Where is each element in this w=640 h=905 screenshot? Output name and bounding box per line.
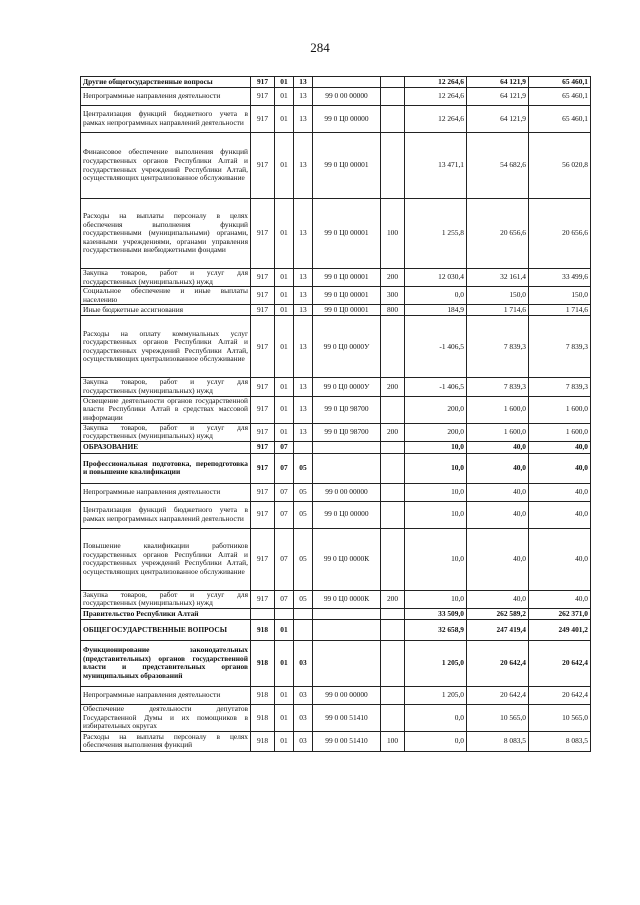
cell-expense-type: 100 [381,731,405,751]
cell-expense-type: 200 [381,269,405,287]
cell-section: 07 [275,483,294,501]
cell-value-3: 40,0 [529,590,591,608]
cell-admin-code: 918 [251,704,275,731]
cell-expense-type [381,640,405,686]
cell-target-article: 99 0 Ц0 00001 [313,199,381,269]
table-row [81,731,591,751]
cell-expense-type: 200 [381,590,405,608]
cell-section: 01 [275,305,294,316]
cell-value-1: 200,0 [405,396,467,423]
table-row [81,269,591,287]
cell-name: Централизация функций бюджетного учета в рамках непрограммных направлений деятельности [81,106,251,133]
cell-value-3: 7 839,3 [529,378,591,396]
cell-subsection: 13 [294,269,313,287]
cell-subsection: 13 [294,378,313,396]
cell-admin-code: 917 [251,590,275,608]
cell-section: 01 [275,619,294,640]
table-row [81,686,591,704]
cell-section: 01 [275,640,294,686]
cell-subsection: 05 [294,453,313,483]
cell-section: 01 [275,378,294,396]
cell-expense-type [381,704,405,731]
budget-table [80,76,591,752]
table-row [81,88,591,106]
cell-section: 01 [275,269,294,287]
cell-subsection: 13 [294,305,313,316]
table-row [81,483,591,501]
cell-value-3: 1 714,6 [529,305,591,316]
cell-target-article: 99 0 Ц0 00001 [313,269,381,287]
cell-subsection: 03 [294,704,313,731]
cell-section: 07 [275,441,294,453]
cell-value-3: 20 642,4 [529,640,591,686]
cell-target-article: 99 0 00 51410 [313,704,381,731]
cell-target-article [313,453,381,483]
cell-name: Расходы на выплаты персоналу в целях обеспечения выполнения функций государственными (муниципальными) органами, казенными учреждениями, органами управления государственными внебюджетными фондами [81,199,251,269]
cell-value-3: 150,0 [529,287,591,305]
cell-subsection: 13 [294,423,313,441]
cell-value-1: 1 205,0 [405,686,467,704]
cell-target-article: 99 0 Ц0 00000 [313,106,381,133]
cell-value-1: 33 509,0 [405,608,467,619]
cell-admin-code: 918 [251,686,275,704]
cell-section: 01 [275,199,294,269]
cell-name: Освещение деятельности органов государственной власти Республики Алтай в средствах массовой информации [81,396,251,423]
cell-expense-type: 800 [381,305,405,316]
cell-admin-code [251,608,275,619]
cell-admin-code: 917 [251,501,275,528]
cell-value-1: 10,0 [405,483,467,501]
cell-value-2: 40,0 [467,453,529,483]
cell-admin-code: 917 [251,396,275,423]
cell-name: Функционирование законодательных (представительных) органов государственной власти и представительных органов муниципальных образований [81,640,251,686]
table-body [81,77,591,752]
table-row [81,590,591,608]
cell-expense-type [381,316,405,378]
cell-name: Обеспечение деятельности депутатов Государственной Думы и их помощников в избирательных округах [81,704,251,731]
cell-subsection: 13 [294,133,313,199]
cell-value-2: 20 642,4 [467,686,529,704]
cell-value-1: 0,0 [405,287,467,305]
cell-admin-code: 917 [251,453,275,483]
cell-target-article: 99 0 Ц0 00000 [313,501,381,528]
cell-subsection: 13 [294,396,313,423]
cell-value-1: 10,0 [405,501,467,528]
cell-section: 07 [275,501,294,528]
cell-value-3: 262 371,0 [529,608,591,619]
cell-expense-type: 100 [381,199,405,269]
cell-expense-type [381,528,405,590]
cell-value-2: 54 682,6 [467,133,529,199]
cell-value-2: 64 121,9 [467,88,529,106]
cell-value-3: 20 642,4 [529,686,591,704]
cell-value-2: 1 600,0 [467,396,529,423]
cell-value-3: 1 600,0 [529,396,591,423]
cell-admin-code: 917 [251,528,275,590]
cell-expense-type [381,501,405,528]
cell-admin-code: 917 [251,378,275,396]
cell-section: 01 [275,88,294,106]
cell-name: Другие общегосударственные вопросы [81,77,251,88]
cell-name: Профессиональная подготовка, переподготовка и повышение квалификации [81,453,251,483]
cell-target-article [313,77,381,88]
cell-section: 07 [275,453,294,483]
cell-value-2: 7 839,3 [467,316,529,378]
cell-section: 07 [275,528,294,590]
cell-subsection: 13 [294,316,313,378]
cell-value-2: 8 083,5 [467,731,529,751]
table-row [81,199,591,269]
cell-subsection: 13 [294,106,313,133]
cell-value-1: 12 030,4 [405,269,467,287]
cell-admin-code: 917 [251,483,275,501]
cell-value-3: 10 565,0 [529,704,591,731]
table-row [81,501,591,528]
cell-subsection [294,619,313,640]
table-row [81,453,591,483]
cell-section: 01 [275,133,294,199]
cell-name: Централизация функций бюджетного учета в рамках непрограммных направлений деятельности [81,501,251,528]
cell-name: Расходы на оплату коммунальных услуг государственных органов Республики Алтай и государственных учреждений Республики Алтай, осуществляющих централизованное обслуживание [81,316,251,378]
cell-section: 07 [275,590,294,608]
cell-target-article [313,619,381,640]
cell-value-2: 64 121,9 [467,77,529,88]
cell-value-3: 65 460,1 [529,77,591,88]
cell-value-3: 65 460,1 [529,106,591,133]
cell-section: 01 [275,704,294,731]
cell-section: 01 [275,316,294,378]
cell-expense-type: 200 [381,423,405,441]
cell-target-article: 99 0 Ц0 00001 [313,287,381,305]
cell-value-1: 12 264,6 [405,77,467,88]
cell-expense-type [381,106,405,133]
cell-value-1: 10,0 [405,453,467,483]
cell-expense-type: 300 [381,287,405,305]
cell-value-3: 40,0 [529,453,591,483]
cell-value-2: 1 600,0 [467,423,529,441]
cell-name: Непрограммные направления деятельности [81,686,251,704]
cell-admin-code: 917 [251,106,275,133]
cell-name: ОБРАЗОВАНИЕ [81,441,251,453]
cell-value-2: 247 419,4 [467,619,529,640]
cell-value-3: 65 460,1 [529,88,591,106]
cell-name: ОБЩЕГОСУДАРСТВЕННЫЕ ВОПРОСЫ [81,619,251,640]
cell-expense-type [381,441,405,453]
cell-subsection: 13 [294,287,313,305]
cell-value-2: 40,0 [467,528,529,590]
cell-value-1: 10,0 [405,441,467,453]
cell-admin-code: 917 [251,88,275,106]
cell-section: 01 [275,287,294,305]
cell-subsection: 03 [294,640,313,686]
cell-target-article: 99 0 Ц0 0000У [313,378,381,396]
cell-value-2: 20 642,4 [467,640,529,686]
cell-expense-type [381,133,405,199]
cell-name: Повышение квалификации работников государственных органов Республики Алтай и государственных учреждений Республики Алтай, осуществляющих централизованное обслуживание [81,528,251,590]
cell-admin-code: 918 [251,619,275,640]
cell-expense-type [381,483,405,501]
cell-subsection [294,608,313,619]
cell-value-1: 200,0 [405,423,467,441]
cell-name: Закупка товаров, работ и услуг для государственных (муниципальных) нужд [81,423,251,441]
cell-name: Закупка товаров, работ и услуг для государственных (муниципальных) нужд [81,590,251,608]
cell-subsection: 13 [294,88,313,106]
cell-expense-type [381,396,405,423]
cell-expense-type: 200 [381,378,405,396]
cell-section: 01 [275,423,294,441]
cell-admin-code: 917 [251,441,275,453]
cell-value-2: 10 565,0 [467,704,529,731]
cell-name: Закупка товаров, работ и услуг для государственных (муниципальных) нужд [81,269,251,287]
cell-section: 01 [275,106,294,133]
cell-name: Непрограммные направления деятельности [81,483,251,501]
table-row [81,704,591,731]
cell-value-2: 32 161,4 [467,269,529,287]
cell-value-1: 10,0 [405,590,467,608]
cell-value-2: 40,0 [467,483,529,501]
cell-value-1: 0,0 [405,704,467,731]
cell-expense-type [381,77,405,88]
table-row [81,305,591,316]
table-row [81,133,591,199]
cell-admin-code: 917 [251,305,275,316]
cell-name: Закупка товаров, работ и услуг для государственных (муниципальных) нужд [81,378,251,396]
table-row [81,396,591,423]
cell-section: 01 [275,396,294,423]
cell-admin-code: 918 [251,640,275,686]
cell-subsection: 03 [294,731,313,751]
cell-value-1: -1 406,5 [405,378,467,396]
cell-name: Правительство Республики Алтай [81,608,251,619]
cell-target-article: 99 0 00 00000 [313,686,381,704]
cell-admin-code: 917 [251,287,275,305]
cell-value-1: 1 205,0 [405,640,467,686]
cell-name: Расходы на выплаты персоналу в целях обеспечения выполнения функций [81,731,251,751]
page-number: 284 [310,40,330,55]
cell-value-3: 20 656,6 [529,199,591,269]
table-row [81,77,591,88]
cell-expense-type [381,453,405,483]
cell-value-1: -1 406,5 [405,316,467,378]
cell-value-1: 12 264,6 [405,106,467,133]
cell-section: 01 [275,77,294,88]
cell-target-article: 99 0 Ц0 98700 [313,423,381,441]
cell-name: Социальное обеспечение и иные выплаты населению [81,287,251,305]
cell-admin-code: 917 [251,316,275,378]
table-row [81,378,591,396]
cell-value-2: 1 714,6 [467,305,529,316]
cell-admin-code: 917 [251,133,275,199]
cell-value-2: 20 656,6 [467,199,529,269]
cell-value-1: 184,9 [405,305,467,316]
table-row [81,287,591,305]
cell-name: Непрограммные направления деятельности [81,88,251,106]
cell-value-3: 40,0 [529,501,591,528]
cell-admin-code: 917 [251,423,275,441]
cell-subsection: 13 [294,199,313,269]
cell-target-article: 99 0 00 00000 [313,88,381,106]
table-row [81,316,591,378]
cell-target-article: 99 0 Ц0 0000К [313,590,381,608]
cell-name: Иные бюджетные ассигнования [81,305,251,316]
cell-target-article [313,608,381,619]
cell-value-1: 0,0 [405,731,467,751]
table-row [81,423,591,441]
cell-subsection: 05 [294,501,313,528]
cell-expense-type [381,608,405,619]
cell-subsection: 05 [294,483,313,501]
cell-value-2: 40,0 [467,441,529,453]
cell-target-article: 99 0 Ц0 00001 [313,305,381,316]
cell-admin-code: 917 [251,269,275,287]
cell-value-3: 40,0 [529,441,591,453]
cell-section: 01 [275,731,294,751]
cell-subsection [294,441,313,453]
cell-value-3: 33 499,6 [529,269,591,287]
table-row [81,528,591,590]
cell-value-1: 10,0 [405,528,467,590]
cell-admin-code: 917 [251,199,275,269]
cell-value-3: 7 839,3 [529,316,591,378]
table-row [81,441,591,453]
cell-value-1: 1 255,8 [405,199,467,269]
cell-value-2: 40,0 [467,590,529,608]
cell-expense-type [381,88,405,106]
cell-subsection: 13 [294,77,313,88]
cell-target-article: 99 0 Ц0 98700 [313,396,381,423]
cell-value-2: 150,0 [467,287,529,305]
table-row [81,608,591,619]
cell-subsection: 03 [294,686,313,704]
cell-name: Финансовое обеспечение выполнения функций государственных органов Республики Алтай и государственных учреждений Республики Алтай, осуществляющих централизованное обслуживание [81,133,251,199]
cell-target-article: 99 0 Ц0 00001 [313,133,381,199]
cell-value-3: 40,0 [529,483,591,501]
cell-value-3: 56 020,8 [529,133,591,199]
cell-value-2: 40,0 [467,501,529,528]
cell-section [275,608,294,619]
cell-value-3: 40,0 [529,528,591,590]
cell-value-3: 1 600,0 [529,423,591,441]
table-row [81,106,591,133]
cell-subsection: 05 [294,528,313,590]
cell-target-article: 99 0 Ц0 0000К [313,528,381,590]
cell-target-article: 99 0 00 00000 [313,483,381,501]
cell-target-article [313,640,381,686]
cell-value-2: 7 839,3 [467,378,529,396]
cell-subsection: 05 [294,590,313,608]
cell-value-3: 249 401,2 [529,619,591,640]
cell-target-article: 99 0 00 51410 [313,731,381,751]
table-row [81,619,591,640]
cell-admin-code: 917 [251,77,275,88]
cell-target-article: 99 0 Ц0 0000У [313,316,381,378]
cell-expense-type [381,619,405,640]
cell-value-2: 64 121,9 [467,106,529,133]
cell-value-3: 8 083,5 [529,731,591,751]
cell-section: 01 [275,686,294,704]
table-row [81,640,591,686]
cell-value-2: 262 589,2 [467,608,529,619]
cell-value-1: 12 264,6 [405,88,467,106]
cell-value-1: 32 658,9 [405,619,467,640]
cell-expense-type [381,686,405,704]
cell-target-article [313,441,381,453]
cell-admin-code: 918 [251,731,275,751]
cell-value-1: 13 471,1 [405,133,467,199]
